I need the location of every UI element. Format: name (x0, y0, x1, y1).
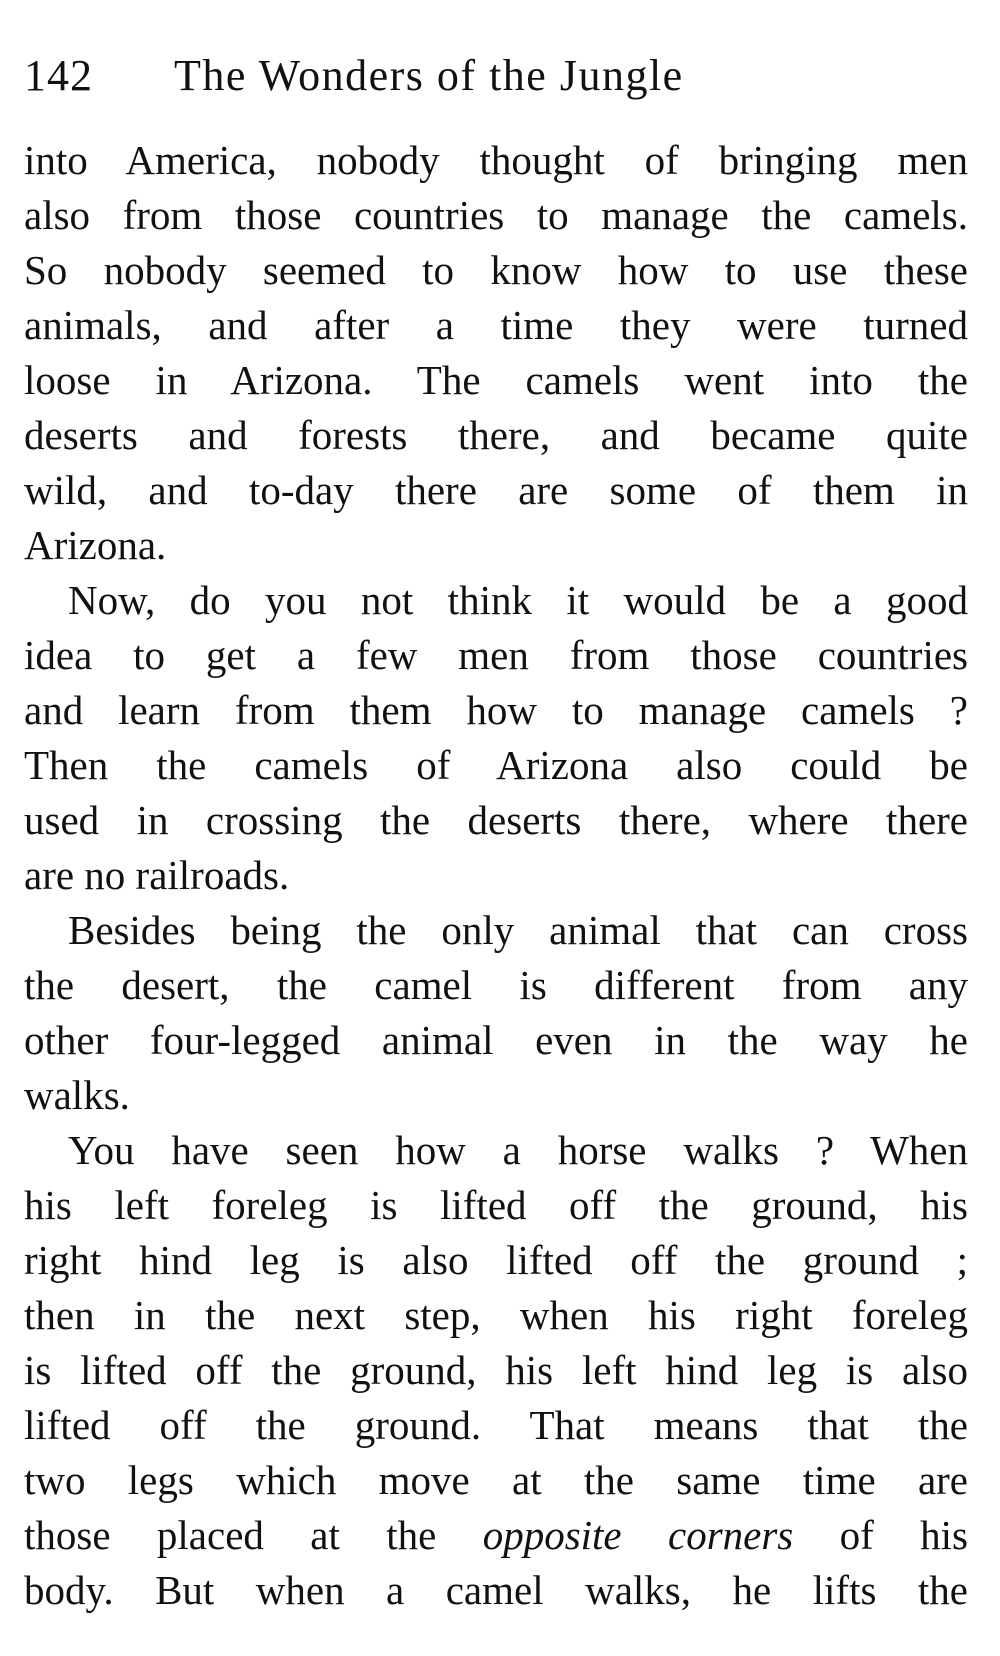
text-line: his left foreleg is lifted off the ground, his (24, 1182, 968, 1228)
text-line: are no railroads. (24, 852, 290, 898)
text-line: Now, do you not think it would be a good (68, 577, 968, 623)
italic-emphasis: opposite corners (482, 1512, 794, 1558)
text-line: and learn from them how to manage camels ? (24, 687, 968, 733)
running-title: The Wonders of the Jungle (174, 51, 684, 100)
page-number: 142 (24, 51, 93, 100)
running-head (24, 46, 984, 106)
text-line: loose in Arizona. The camels went into the (24, 357, 968, 403)
text-line: lifted off the ground. That means that the (24, 1402, 968, 1448)
text-line: Arizona. (24, 522, 167, 568)
text-line: walks. (24, 1072, 130, 1118)
text-line: You have seen how a horse walks ? When (68, 1127, 968, 1173)
text-line-with-italic (24, 1508, 968, 1563)
text-segment: those placed at the (24, 1512, 437, 1558)
text-line: two legs which move at the same time are (24, 1457, 968, 1503)
text-line: animals, and after a time they were turned (24, 302, 968, 348)
text-line: wild, and to-day there are some of them in (24, 467, 968, 513)
text-segment: of his (839, 1512, 968, 1558)
paragraph-4 (24, 1123, 968, 1618)
text-line: Then the camels of Arizona also could be (24, 742, 968, 788)
text-line: used in crossing the deserts there, where there (24, 797, 968, 843)
text-line: the desert, the camel is different from any (24, 962, 968, 1008)
paragraph-1 (24, 133, 968, 573)
text-line: right hind leg is also lifted off the ground ; (24, 1237, 968, 1283)
text-line: is lifted off the ground, his left hind leg is also (24, 1347, 968, 1393)
text-line: So nobody seemed to know how to use these (24, 247, 968, 293)
body-text (24, 133, 968, 1618)
text-line: other four-legged animal even in the way he (24, 1017, 968, 1063)
paragraph-2 (24, 573, 968, 903)
text-line: then in the next step, when his right foreleg (24, 1292, 968, 1338)
text-line: deserts and forests there, and became quite (24, 412, 968, 458)
text-line: idea to get a few men from those countries (24, 632, 968, 678)
text-line: Besides being the only animal that can cross (68, 907, 968, 953)
text-line: into America, nobody thought of bringing men (24, 137, 968, 183)
text-line: body. But when a camel walks, he lifts the (24, 1567, 968, 1613)
text-line: also from those countries to manage the camels. (24, 192, 968, 238)
paragraph-3 (24, 903, 968, 1123)
